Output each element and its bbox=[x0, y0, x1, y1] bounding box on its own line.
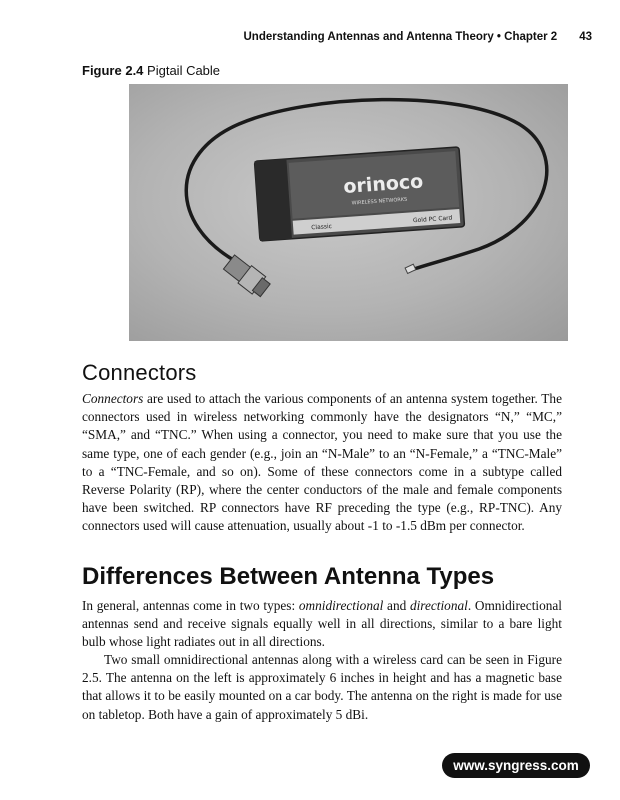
card-left-text: Classic bbox=[311, 222, 333, 232]
connectors-paragraph bbox=[82, 390, 562, 536]
omnidirectional-term: omnidirectional bbox=[298, 598, 384, 613]
connectors-heading: Connectors bbox=[82, 360, 197, 385]
page-number: 43 bbox=[579, 31, 592, 43]
figure-photo bbox=[129, 84, 568, 341]
antenna-types-heading: Differences Between Antenna Types bbox=[82, 563, 495, 590]
antenna-types-paragraph bbox=[82, 597, 562, 652]
figure-caption-text: Pigtail Cable bbox=[147, 63, 221, 78]
running-head bbox=[243, 31, 592, 43]
connectors-term: Connectors bbox=[82, 391, 144, 406]
p2-text-c: . Omnidirectional antennas send and receive signals equally well in all directions, similar to a bare light bulb whose light radiates out in all directions. bbox=[82, 598, 562, 650]
figure-label: Figure 2.4 bbox=[82, 63, 144, 78]
card-right-text: Gold PC Card bbox=[412, 214, 453, 225]
card-brand: orinoco bbox=[342, 170, 424, 199]
syngress-url-link[interactable]: www.syngress.com bbox=[442, 753, 590, 778]
directional-term: directional bbox=[409, 598, 468, 613]
n-connector bbox=[222, 253, 272, 299]
figure-caption bbox=[82, 63, 220, 78]
pc-card bbox=[254, 147, 464, 241]
pigtail-cable-illustration bbox=[129, 84, 568, 341]
connector-tip bbox=[405, 264, 416, 273]
running-title: Understanding Antennas and Antenna Theory • Chapter 2 bbox=[243, 31, 558, 43]
connectors-text: are used to attach the various components of an antenna system together. The connectors used in wireless networking commonly have the designators “N,” “MC,” “SMA,” and “TNC.” When using a connector, you need to make sure that you use the same type, one of each gender (e.g., join an “N-Male” to an “N-Female,” a “TNC-Male” to a “TNC-Female, and so on). Some of these connectors come in a subtype called Reverse Polarity (RP), where the center conductors of the male and female components have been switched. RP connectors have RF preceding the type (e.g., RP-TNC). Any connectors used will cause attenuation, usually about -1 to -1.5 dBm per connector. bbox=[82, 391, 562, 534]
card-subtitle: WIRELESS NETWORKS bbox=[351, 196, 408, 207]
p2-text-a: In general, antennas come in two types: bbox=[82, 598, 299, 613]
figure-reference-paragraph: Two small omnidirectional antennas along with a wireless card can be seen in Figure 2.5. The antenna on the left is approximately 6 inches in height and has a magnetic base that allows it to be easily mounted on a car body. The antenna on the right is made for use on tabletop. Both have a gain of approximately 5 dBi. bbox=[82, 652, 562, 722]
p2-text-b: and bbox=[383, 598, 410, 613]
